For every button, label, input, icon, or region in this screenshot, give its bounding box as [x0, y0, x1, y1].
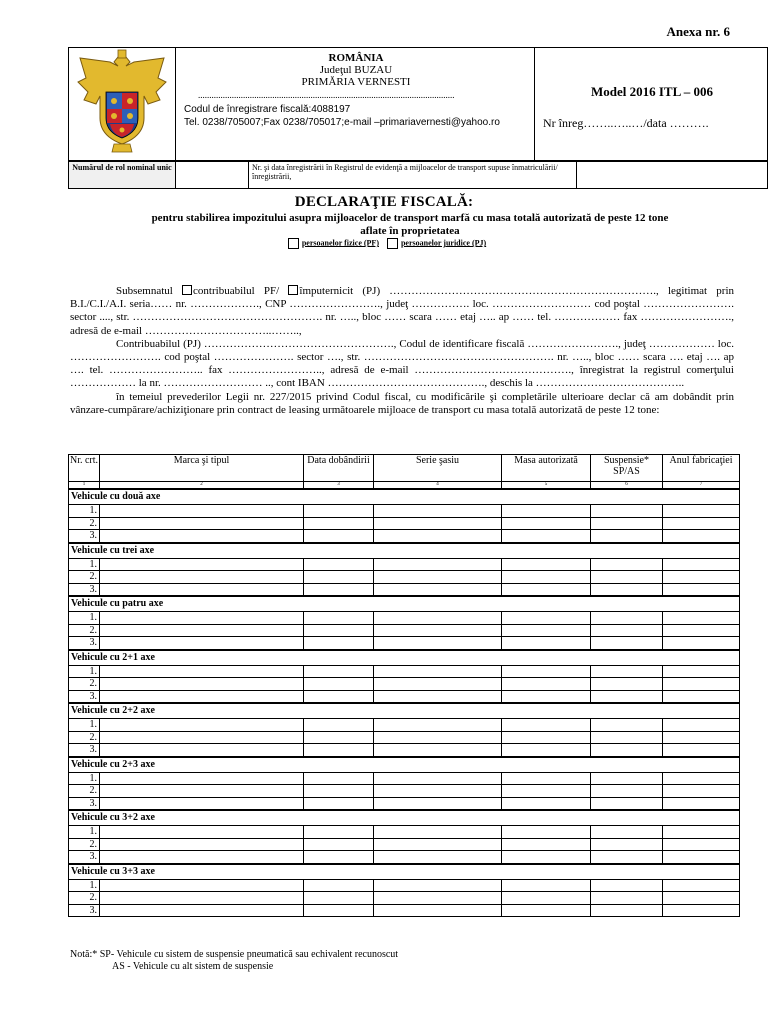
- table-cell[interactable]: [304, 583, 374, 596]
- table-cell[interactable]: [502, 851, 591, 864]
- table-cell[interactable]: [374, 851, 502, 864]
- declaration-body: [70, 285, 734, 417]
- column-header: Serie şasiu: [374, 455, 502, 482]
- row-number: 2.: [69, 517, 100, 530]
- group-label: Vehicule cu 3+2 axe: [69, 810, 740, 826]
- vehicles-table: [68, 454, 740, 917]
- declaration-subtitle: [60, 212, 760, 238]
- table-cell[interactable]: [304, 797, 374, 810]
- row-number: 3.: [69, 851, 100, 864]
- table-cell[interactable]: [591, 690, 663, 703]
- table-cell[interactable]: [100, 517, 304, 530]
- table-cell[interactable]: [591, 517, 663, 530]
- subtitle-line1: pentru stabilirea impozitului asupra mijloacelor de transport marfă cu masa totală autorizată de peste 12 tone: [151, 212, 669, 224]
- row-number: 3.: [69, 744, 100, 757]
- table-cell[interactable]: [100, 665, 304, 678]
- table-cell[interactable]: [663, 879, 740, 892]
- table-row: [69, 838, 740, 851]
- table-cell[interactable]: [374, 624, 502, 637]
- header-row2: [68, 161, 768, 189]
- table-cell[interactable]: [304, 826, 374, 839]
- row-number: 1.: [69, 826, 100, 839]
- table-cell[interactable]: [663, 571, 740, 584]
- table-cell[interactable]: [663, 904, 740, 917]
- table-cell[interactable]: [502, 583, 591, 596]
- table-cell[interactable]: [591, 879, 663, 892]
- table-cell[interactable]: [304, 904, 374, 917]
- nr-rol-field[interactable]: [176, 162, 249, 189]
- table-row: [69, 797, 740, 810]
- table-cell[interactable]: [304, 851, 374, 864]
- table-cell[interactable]: [304, 879, 374, 892]
- table-cell[interactable]: [374, 678, 502, 691]
- contact-info: Tel. 0238/705007;Fax 0238/705017;e-mail –primariavernesti@yahoo.ro: [184, 117, 500, 128]
- table-cell[interactable]: [304, 772, 374, 785]
- group-label: Vehicule cu 2+1 axe: [69, 650, 740, 666]
- table-cell[interactable]: [663, 558, 740, 571]
- table-cell[interactable]: [100, 838, 304, 851]
- row-number: 1.: [69, 772, 100, 785]
- table-cell[interactable]: [663, 505, 740, 518]
- column-index: 1: [69, 482, 100, 490]
- group-row: [69, 650, 740, 666]
- table-cell[interactable]: [100, 719, 304, 732]
- group-row: [69, 543, 740, 559]
- table-cell[interactable]: [502, 517, 591, 530]
- table-cell[interactable]: [100, 744, 304, 757]
- table-cell[interactable]: [502, 612, 591, 625]
- table-cell[interactable]: [591, 744, 663, 757]
- row-number: 2.: [69, 571, 100, 584]
- group-row: [69, 703, 740, 719]
- table-cell[interactable]: [591, 505, 663, 518]
- table-cell[interactable]: [374, 719, 502, 732]
- table-cell[interactable]: [374, 571, 502, 584]
- pj-label: persoanelor juridice (PJ): [400, 238, 487, 248]
- table-row: [69, 826, 740, 839]
- paragraph-temei-legal: în temeiul prevederilor Legii nr. 227/2015 privind Codul fiscal, cu modificările şi completările ulterioare declar că am dobândit prin vânzare-cumpărare/achiziţionare prin contract de leasing următoarele mijloace de transport cu masa totală autorizată de peste 12 tone:: [70, 390, 734, 416]
- table-cell[interactable]: [100, 904, 304, 917]
- table-cell[interactable]: [374, 785, 502, 798]
- table-cell[interactable]: [591, 637, 663, 650]
- column-index: 3: [304, 482, 374, 490]
- table-cell[interactable]: [591, 571, 663, 584]
- table-cell[interactable]: [663, 612, 740, 625]
- table-cell[interactable]: [374, 797, 502, 810]
- row-number: 3.: [69, 904, 100, 917]
- row-number: 1.: [69, 612, 100, 625]
- table-cell[interactable]: [304, 719, 374, 732]
- county-name: Judeţul BUZAU: [319, 64, 393, 76]
- column-index: 6: [591, 482, 663, 490]
- table-cell[interactable]: [374, 772, 502, 785]
- table-cell[interactable]: [502, 719, 591, 732]
- fiscal-code: Codul de înregistrare fiscală:4088197: [184, 104, 351, 115]
- table-cell[interactable]: [100, 892, 304, 905]
- table-cell[interactable]: [591, 624, 663, 637]
- table-cell[interactable]: [502, 892, 591, 905]
- imputernicit-checkbox[interactable]: [288, 285, 298, 295]
- table-cell[interactable]: [502, 665, 591, 678]
- table-row: [69, 772, 740, 785]
- p1-start: Subsemnatul: [116, 285, 183, 297]
- table-cell[interactable]: [663, 785, 740, 798]
- table-cell[interactable]: [591, 892, 663, 905]
- table-row: [69, 690, 740, 703]
- table-cell[interactable]: [100, 571, 304, 584]
- table-row: [69, 637, 740, 650]
- row-number: 2.: [69, 892, 100, 905]
- table-cell[interactable]: [502, 690, 591, 703]
- model-cell: [535, 48, 768, 161]
- table-row: [69, 904, 740, 917]
- table-cell[interactable]: [304, 785, 374, 798]
- group-row: [69, 489, 740, 505]
- table-cell[interactable]: [304, 637, 374, 650]
- table-cell[interactable]: [100, 612, 304, 625]
- group-label: Vehicule cu 2+2 axe: [69, 703, 740, 719]
- model-code: Model 2016 ITL – 006: [590, 84, 714, 99]
- header-table: [68, 47, 768, 161]
- table-cell[interactable]: [374, 744, 502, 757]
- person-type-selector: [0, 238, 768, 249]
- table-cell[interactable]: [663, 637, 740, 650]
- group-label: Vehicule cu 3+3 axe: [69, 864, 740, 880]
- table-cell[interactable]: [374, 838, 502, 851]
- pf-checkbox[interactable]: [288, 238, 299, 249]
- table-cell[interactable]: [100, 505, 304, 518]
- group-label: Vehicule cu 2+3 axe: [69, 757, 740, 773]
- table-cell[interactable]: [663, 851, 740, 864]
- declaration-title: DECLARAŢIE FISCALĂ:: [294, 194, 474, 210]
- pf-label: persoanelor fizice (PF): [301, 238, 379, 248]
- table-cell[interactable]: [374, 505, 502, 518]
- table-cell[interactable]: [663, 772, 740, 785]
- row-number: 2.: [69, 678, 100, 691]
- row-number: 1.: [69, 719, 100, 732]
- registry-label: Nr. şi data înregistrării în Registrul de evidenţă a mijloacelor de transport supuse înmatriculării/înregistrării,: [249, 162, 577, 189]
- table-row: [69, 678, 740, 691]
- column-header: Masa autorizată: [502, 455, 591, 482]
- pj-checkbox[interactable]: [387, 238, 398, 249]
- footnote-sp: Notă:* SP- Vehicule cu sistem de suspensie pneumatică sau echivalent recunoscut: [70, 949, 399, 960]
- group-row: [69, 864, 740, 880]
- table-cell[interactable]: [591, 612, 663, 625]
- table-cell[interactable]: [591, 558, 663, 571]
- table-cell[interactable]: [663, 530, 740, 543]
- table-cell[interactable]: [100, 772, 304, 785]
- table-row: [69, 665, 740, 678]
- table-cell[interactable]: [374, 826, 502, 839]
- table-cell[interactable]: [502, 505, 591, 518]
- table-row: [69, 530, 740, 543]
- row-number: 1.: [69, 665, 100, 678]
- column-index: 4: [374, 482, 502, 490]
- column-header: Anul fabricaţiei: [663, 455, 740, 482]
- table-cell[interactable]: [502, 785, 591, 798]
- table-cell[interactable]: [591, 826, 663, 839]
- row-number: 1.: [69, 879, 100, 892]
- table-cell[interactable]: [663, 826, 740, 839]
- table-row: [69, 583, 740, 596]
- table-cell[interactable]: [663, 583, 740, 596]
- table-cell[interactable]: [374, 612, 502, 625]
- table-cell[interactable]: [100, 879, 304, 892]
- table-cell[interactable]: [502, 571, 591, 584]
- table-cell[interactable]: [663, 665, 740, 678]
- footnote: [70, 949, 398, 973]
- table-cell[interactable]: [591, 797, 663, 810]
- table-row: [69, 505, 740, 518]
- column-header: Marca şi tipul: [100, 455, 304, 482]
- table-cell[interactable]: [304, 505, 374, 518]
- row-number: 2.: [69, 838, 100, 851]
- table-row: [69, 612, 740, 625]
- table-cell[interactable]: [663, 797, 740, 810]
- table-cell[interactable]: [304, 530, 374, 543]
- dotted-line: ..................................................................................................................: [198, 90, 455, 100]
- table-cell[interactable]: [304, 678, 374, 691]
- table-cell[interactable]: [100, 530, 304, 543]
- column-header: Suspensie* SP/AS: [591, 455, 663, 482]
- row-number: 1.: [69, 558, 100, 571]
- table-cell[interactable]: [591, 838, 663, 851]
- table-cell[interactable]: [374, 558, 502, 571]
- table-row: [69, 879, 740, 892]
- table-cell[interactable]: [374, 690, 502, 703]
- table-cell[interactable]: [663, 719, 740, 732]
- row-number: 1.: [69, 505, 100, 518]
- table-cell[interactable]: [502, 558, 591, 571]
- footnote-as: AS - Vehicule cu alt sistem de suspensie: [112, 961, 274, 972]
- subtitle-line2: aflate în proprietatea: [360, 225, 460, 237]
- table-cell[interactable]: [374, 530, 502, 543]
- table-cell[interactable]: [663, 731, 740, 744]
- row-number: 3.: [69, 637, 100, 650]
- table-cell[interactable]: [663, 892, 740, 905]
- table-cell[interactable]: [100, 785, 304, 798]
- column-index: 2: [100, 482, 304, 490]
- table-cell[interactable]: [374, 637, 502, 650]
- table-cell[interactable]: [591, 583, 663, 596]
- table-cell[interactable]: [663, 838, 740, 851]
- table-cell[interactable]: [304, 571, 374, 584]
- coat-of-arms-cell: [69, 48, 176, 161]
- table-cell[interactable]: [502, 530, 591, 543]
- table-cell[interactable]: [591, 530, 663, 543]
- table-cell[interactable]: [502, 731, 591, 744]
- group-label: Vehicule cu două axe: [69, 489, 740, 505]
- group-row: [69, 757, 740, 773]
- table-cell[interactable]: [502, 624, 591, 637]
- row-number: 3.: [69, 797, 100, 810]
- table-cell[interactable]: [100, 690, 304, 703]
- column-index: 5: [502, 482, 591, 490]
- table-row: [69, 719, 740, 732]
- country-name: ROMÂNIA: [328, 52, 384, 64]
- table-cell[interactable]: [304, 558, 374, 571]
- table-row: [69, 785, 740, 798]
- table-cell[interactable]: [502, 826, 591, 839]
- column-header: Data dobândirii: [304, 455, 374, 482]
- table-cell[interactable]: [502, 904, 591, 917]
- column-header: Nr. crt.: [69, 455, 100, 482]
- table-cell[interactable]: [100, 826, 304, 839]
- table-cell[interactable]: [100, 583, 304, 596]
- nr-rol-label: Numărul de rol nominal unic: [69, 162, 176, 189]
- table-row: [69, 571, 740, 584]
- row-number: 2.: [69, 731, 100, 744]
- table-cell[interactable]: [304, 731, 374, 744]
- table-row: [69, 851, 740, 864]
- table-cell[interactable]: [374, 517, 502, 530]
- table-cell[interactable]: [502, 879, 591, 892]
- table-row: [69, 892, 740, 905]
- table-cell[interactable]: [100, 558, 304, 571]
- coat-of-arms-icon: [74, 48, 170, 154]
- row-number: 3.: [69, 583, 100, 596]
- institution-cell: [176, 48, 535, 161]
- table-cell[interactable]: [304, 612, 374, 625]
- table-cell[interactable]: [374, 583, 502, 596]
- table-cell[interactable]: [304, 665, 374, 678]
- table-cell[interactable]: [100, 731, 304, 744]
- registration-number-field[interactable]: Nr înreg……..…..…/data ……….: [543, 116, 709, 130]
- table-cell[interactable]: [304, 838, 374, 851]
- table-cell[interactable]: [502, 838, 591, 851]
- paragraph-contribuabil-pj: Contribuabilul (PJ) ……………………………………………., Codul de identificare fiscală ……………………., judeţ ……………… loc. ……………………. cod poştal …………………. sector …., str. ……………………………………………. nr. ….., bloc …… scara …. etaj …. ap …. tel. …………………….. fax …………………….., adresă de e-mail ……………………………………., înregistrat la registrul comerţului ……………… la nr. ……………………… .., cont IBAN ……………………………………., deschis la …………………………………..: [70, 337, 734, 390]
- table-row: [69, 517, 740, 530]
- table-cell[interactable]: [502, 772, 591, 785]
- table-row: [69, 558, 740, 571]
- table-row: [69, 744, 740, 757]
- table-cell[interactable]: [304, 517, 374, 530]
- table-cell[interactable]: [374, 731, 502, 744]
- paragraph-subsemnatul: [70, 285, 734, 338]
- table-cell[interactable]: [304, 690, 374, 703]
- table-cell[interactable]: [100, 624, 304, 637]
- table-cell[interactable]: [374, 665, 502, 678]
- table-cell[interactable]: [502, 744, 591, 757]
- table-header-row: [69, 455, 740, 482]
- table-cell[interactable]: [663, 624, 740, 637]
- table-index-row: [69, 482, 740, 490]
- table-cell[interactable]: [100, 797, 304, 810]
- group-row: [69, 810, 740, 826]
- row-number: 2.: [69, 624, 100, 637]
- table-cell[interactable]: [591, 785, 663, 798]
- table-cell[interactable]: [100, 851, 304, 864]
- table-cell[interactable]: [374, 892, 502, 905]
- table-cell[interactable]: [663, 744, 740, 757]
- annex-label: Anexa nr. 6: [666, 24, 730, 39]
- table-cell[interactable]: [374, 879, 502, 892]
- table-cell[interactable]: [502, 637, 591, 650]
- table-cell[interactable]: [502, 797, 591, 810]
- group-row: [69, 596, 740, 612]
- registry-field[interactable]: [577, 162, 768, 189]
- row-number: 3.: [69, 530, 100, 543]
- contribuabil-pf-checkbox[interactable]: [182, 285, 192, 295]
- table-cell[interactable]: [304, 624, 374, 637]
- row-number: 3.: [69, 690, 100, 703]
- table-cell[interactable]: [663, 517, 740, 530]
- table-cell[interactable]: [304, 892, 374, 905]
- table-cell[interactable]: [591, 719, 663, 732]
- table-cell[interactable]: [663, 678, 740, 691]
- table-cell[interactable]: [304, 744, 374, 757]
- table-row: [69, 624, 740, 637]
- table-cell[interactable]: [591, 904, 663, 917]
- row-number: 2.: [69, 785, 100, 798]
- table-cell[interactable]: [591, 678, 663, 691]
- table-cell[interactable]: [100, 678, 304, 691]
- group-label: Vehicule cu patru axe: [69, 596, 740, 612]
- table-row: [69, 731, 740, 744]
- table-cell[interactable]: [100, 637, 304, 650]
- group-label: Vehicule cu trei axe: [69, 543, 740, 559]
- table-cell[interactable]: [591, 851, 663, 864]
- table-cell[interactable]: [591, 665, 663, 678]
- table-cell[interactable]: [591, 731, 663, 744]
- p1-pf: contribuabilul PF/: [193, 285, 289, 297]
- table-cell[interactable]: [502, 678, 591, 691]
- p1-rest: împuternicit (PJ) ………………………………………………………………., legitimat prin B.I./C.I./A.I. seria…… nr. ………………., CNP ……………………., judeţ ……………. loc. ……………………… cod poştal ……………………. sector ...., str. ……………………………………………. nr. ….., bloc …… scara …… etaj ….. ap …… tel. ……………… fax ……………………., adresă de e-mail ……………………………..……..,: [70, 285, 734, 337]
- mayoralty-name: PRIMĂRIA VERNESTI: [301, 76, 411, 88]
- table-cell[interactable]: [591, 772, 663, 785]
- table-cell[interactable]: [374, 904, 502, 917]
- column-index: 7: [663, 482, 740, 490]
- table-cell[interactable]: [663, 690, 740, 703]
